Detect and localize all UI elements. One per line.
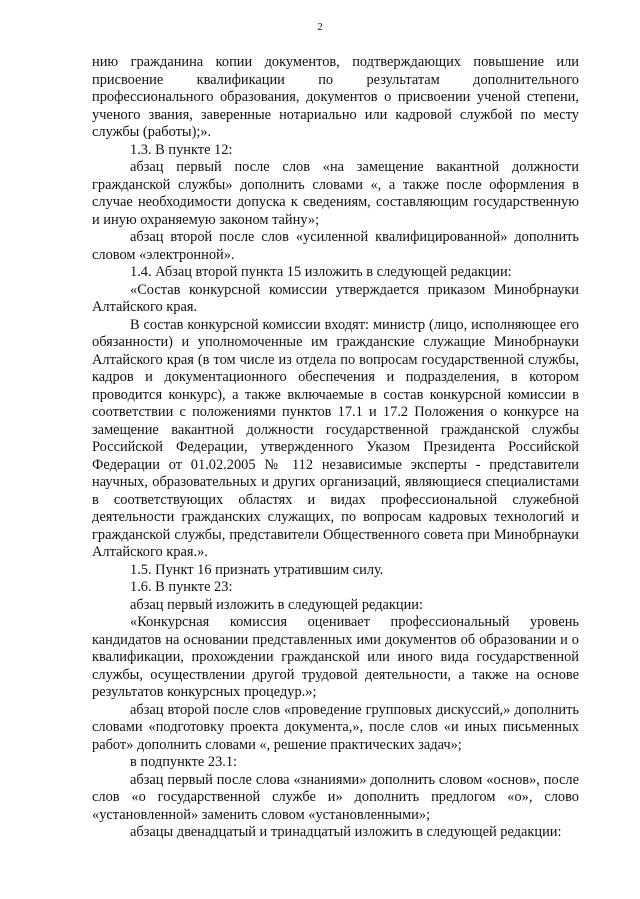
paragraph: В состав конкурсной комиссии входят: министр (лицо, исполняющее его обязанности) и уполномоченные им гражданские служащие Минобрнауки Алтайского края (в том числе из отдела по вопросам государственной службы, кадров и документационного обеспечения и подразделения, в котором проводится конкурс), а также включаемые в состав конкурсной комиссии в соответствии с положениями пунктов 17.1 и 17.2 Положения о конкурсе на замещение вакантной должности государственной гражданской службы Российской Федерации, утвержденного Указом Президента Российской Федерации от 01.02.2005 № 112 независимые эксперты - представители научных, образовательных и других организаций, являющиеся специалистами в соответствующих областях и видах профессиональной служебной деятельности гражданских служащих, по вопросам кадровых технологий и гражданской службы, представители Общественного совета при Минобрнауки Алтайского края.». (92, 316, 579, 560)
paragraph: «Состав конкурсной комиссии утверждается приказом Минобрнауки Алтайского края. (92, 281, 579, 315)
page-number: 2 (317, 21, 323, 33)
paragraph: абзац второй после слов «проведение групповых дискуссий,» дополнить словами «подготовку проекта документа,», после слов «и иных письменных работ» дополнить словами «, решение практических задач»; (92, 701, 579, 753)
paragraph: абзац первый после слов «на замещение вакантной должности гражданской службы» дополнить словами «, а также после оформления в случае необходимости допуска к сведениям, составляющим государственную и иную охраняемую законом тайну»; (92, 159, 579, 228)
paragraph: абзацы двенадцатый и тринадцатый изложить в следующей редакции: (130, 824, 562, 840)
paragraph: нию гражданина копии документов, подтверждающих повышение или присвоение квалификации по результатам дополнительного профессионального образования, документов о присвоении ученой степени, ученого звания, заверенные нотариально или кадровой службой по месту службы (работы);». (92, 54, 579, 140)
paragraph: 1.5. Пункт 16 признать утратившим силу. (130, 561, 384, 578)
paragraph: абзац второй после слов «усиленной квалифицированной» дополнить словом «электронной». (92, 229, 579, 263)
paragraph: 1.3. В пункте 12: (130, 141, 233, 158)
document-body (92, 54, 579, 842)
paragraph: «Конкурсная комиссия оценивает профессиональный уровень кандидатов на основании представленных ими документов об образовании и о квалификации, прохождении гражданской или иного вида государственной службы, осуществлении другой трудовой деятельности, а также на основе результатов конкурсных процедур.»; (92, 614, 579, 700)
paragraph: 1.6. В пункте 23: (130, 579, 233, 595)
paragraph: в подпункте 23.1: (130, 754, 238, 770)
paragraph: абзац первый после слова «знаниями» дополнить словом «основ», после слов «о государственной службе и» дополнить предлогом «о», слово «установленной» заменить словом «установленными»; (92, 771, 579, 823)
paragraph: абзац первый изложить в следующей редакции: (130, 596, 424, 613)
paragraph: 1.4. Абзац второй пункта 15 изложить в следующей редакции: (130, 264, 512, 280)
